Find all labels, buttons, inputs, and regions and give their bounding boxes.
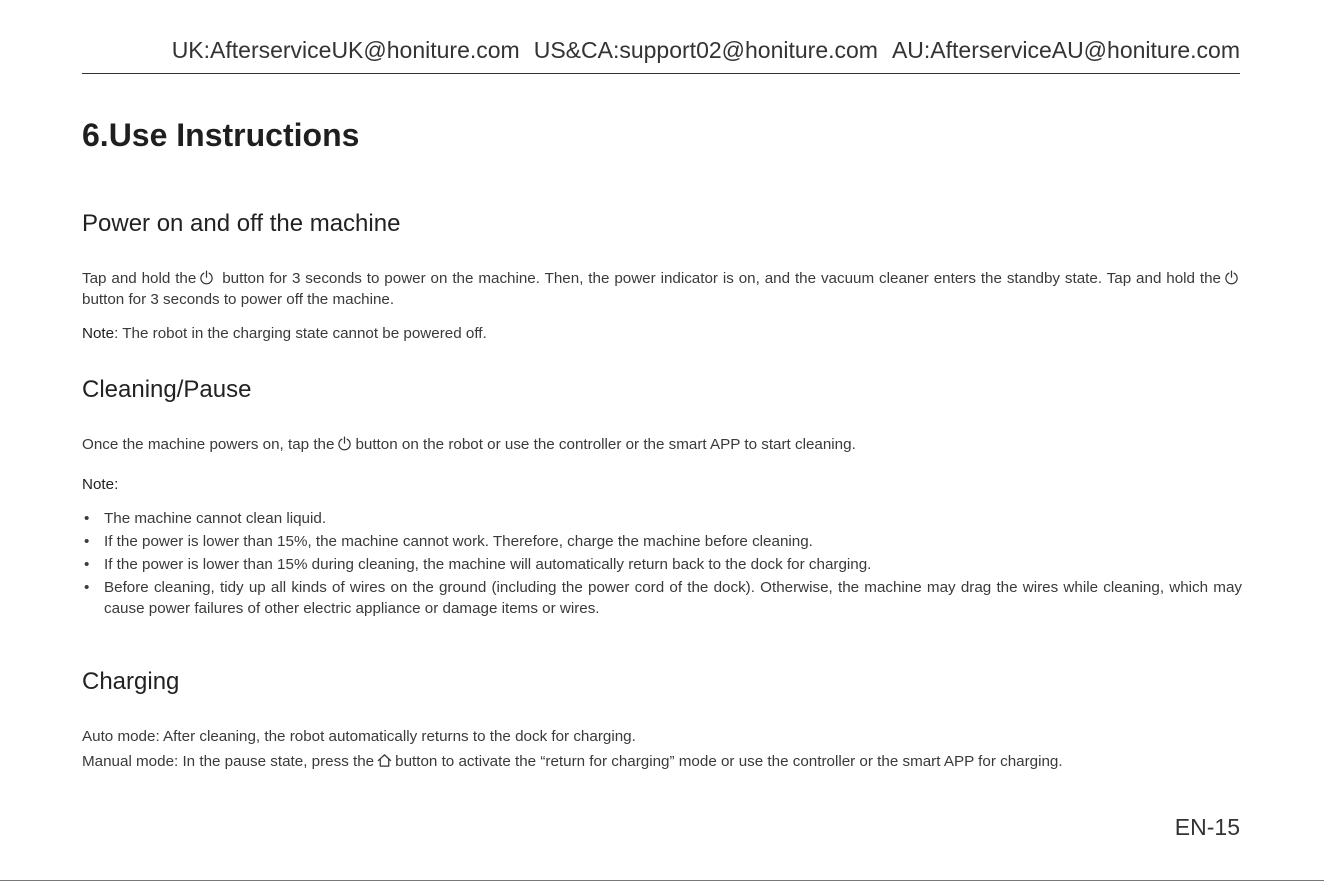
power-section-heading: Power on and off the machine	[82, 210, 401, 237]
list-item	[82, 554, 1242, 575]
power-icon	[199, 270, 214, 285]
power-text-a: Tap and hold the	[82, 270, 197, 287]
list-item	[82, 508, 1242, 529]
page-number: EN-15	[1174, 814, 1240, 840]
uk-contact: UK:AfterserviceUK@honiture.com	[171, 37, 520, 63]
us-ca-contact: US&CA:support02@honiture.com	[533, 37, 878, 63]
power-text-b: button for 3 seconds to power on the machine. Then, the power indicator is on, and the vacuum cleaner enters the standby state. Tap and hold the	[217, 270, 1222, 287]
list-item-text: If the power is lower than 15%, the machine cannot work. Therefore, charge the machine before cleaning.	[104, 533, 813, 550]
power-icon	[1224, 270, 1239, 285]
home-icon	[377, 753, 392, 768]
bullet-dot: •	[84, 533, 90, 550]
au-contact: AU:AfterserviceAU@honiture.com	[891, 37, 1240, 63]
power-note	[82, 323, 1242, 344]
power-icon	[337, 436, 352, 451]
page-title: 6.Use Instructions	[82, 117, 360, 153]
cleaning-text-b: button on the robot or use the controller or the smart APP to start cleaning.	[355, 436, 856, 453]
list-item-text: Before cleaning, tidy up all kinds of wires on the ground (including the power cord of the dock). Otherwise, the machine may drag the wires while cleaning, which may cause power failures of other electric appliance or damage items or wires.	[104, 579, 1242, 617]
list-item	[82, 531, 1242, 552]
header-divider	[82, 73, 1240, 74]
contact-header	[82, 35, 1240, 65]
power-paragraph	[82, 268, 1242, 310]
power-note-text: : The robot in the charging state cannot be powered off.	[114, 325, 487, 342]
manual-text-b: button to activate the “return for charging” mode or use the controller or the smart APP for charging.	[395, 753, 1063, 770]
bullet-dot: •	[84, 579, 90, 596]
bullet-dot: •	[84, 556, 90, 573]
list-item	[82, 577, 1242, 619]
note-label: Note	[82, 325, 115, 342]
manual-text-a: Manual mode: In the pause state, press the	[82, 753, 375, 770]
cleaning-note-label	[82, 474, 1242, 495]
bullet-dot: •	[84, 510, 90, 527]
cleaning-paragraph	[82, 434, 1242, 455]
cleaning-text-a: Once the machine powers on, tap the	[82, 436, 335, 453]
cleaning-notes-list	[82, 508, 1242, 619]
charging-auto-mode: Auto mode: After cleaning, the robot automatically returns to the dock for charging.	[82, 728, 636, 745]
power-text-c: button for 3 seconds to power off the machine.	[82, 291, 395, 308]
list-item-text: The machine cannot clean liquid.	[104, 510, 327, 527]
cleaning-section-heading: Cleaning/Pause	[82, 376, 252, 403]
charging-section-heading: Charging	[82, 668, 180, 695]
charging-manual-mode	[82, 751, 1242, 772]
list-item-text: If the power is lower than 15% during cleaning, the machine will automatically return back to the dock for charging.	[104, 556, 872, 573]
bottom-divider	[0, 880, 1324, 881]
note-label: Note:	[82, 476, 119, 493]
